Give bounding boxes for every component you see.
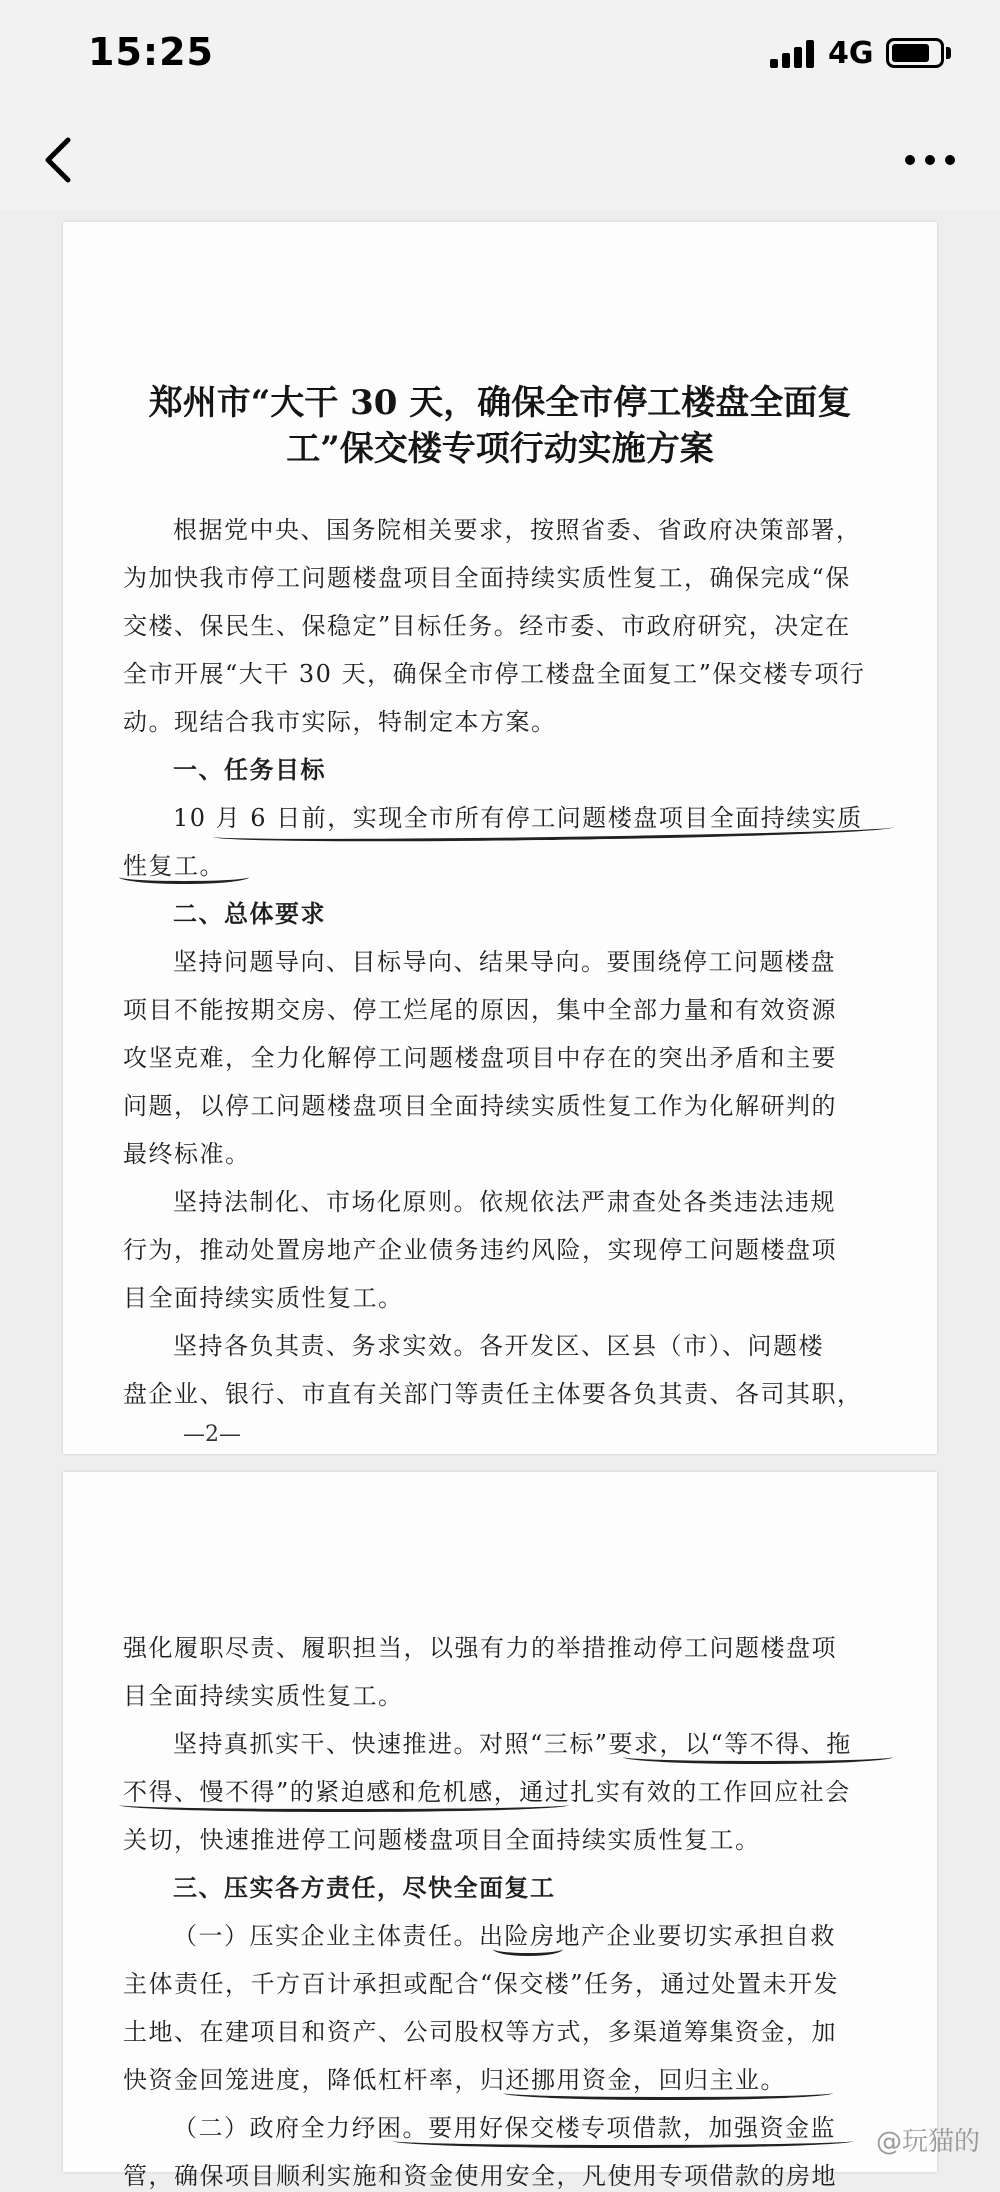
body-line: 10 月 6 日前，实现全市所有停工问题楼盘项目全面持续实质 bbox=[173, 804, 863, 832]
body-line: （二）政府全力纾困。要用好保交楼专项借款，加强资金监 bbox=[173, 2114, 836, 2142]
body-line: （一）压实企业主体责任。出险房地产企业要切实承担自救 bbox=[173, 1922, 836, 1950]
network-type: 4G bbox=[828, 36, 874, 71]
body-line: 坚持法制化、市场化原则。依规依法严肃查处各类违法违规 bbox=[173, 1188, 836, 1216]
battery-level bbox=[892, 44, 929, 62]
body-line: 最终标准。 bbox=[123, 1140, 251, 1168]
document-page-1 bbox=[63, 222, 937, 1454]
intro-line: 全市开展“大干 30 天，确保全市停工楼盘全面复工”保交楼专项行 bbox=[123, 660, 866, 688]
body-line: 管，确保项目顺利实施和资金使用安全，凡使用专项借款的房地 bbox=[123, 2162, 837, 2190]
body-line: 盘企业、银行、市直有关部门等责任主体要各负其责、各司其职， bbox=[123, 1380, 863, 1408]
more-horizontal-icon bbox=[900, 140, 960, 180]
body-line: 性复工。 bbox=[123, 852, 225, 880]
section-heading: 三、压实各方责任，尽快全面复工 bbox=[173, 1873, 556, 1902]
body-line: 攻坚克难，全力化解停工问题楼盘项目中存在的突出矛盾和主要 bbox=[123, 1044, 837, 1072]
body-line: 不得、慢不得”的紧迫感和危机感，通过扎实有效的工作回应社会 bbox=[123, 1778, 851, 1806]
intro-line: 动。现结合我市实际，特制定本方案。 bbox=[123, 708, 557, 736]
battery-tip bbox=[946, 47, 951, 59]
body-line: 快资金回笼进度，降低杠杆率，归还挪用资金，回归主业。 bbox=[123, 2066, 786, 2094]
intro-line: 根据党中央、国务院相关要求，按照省委、省政府决策部署， bbox=[173, 516, 862, 544]
status-time: 15:25 bbox=[88, 30, 214, 74]
intro-line: 为加快我市停工问题楼盘项目全面持续实质性复工，确保完成“保 bbox=[123, 564, 851, 592]
body-line: 行为，推动处置房地产企业债务违约风险，实现停工问题楼盘项 bbox=[123, 1236, 837, 1264]
more-button[interactable] bbox=[900, 140, 960, 180]
document-title-line-2: 工”保交楼专项行动实施方案 bbox=[286, 429, 714, 469]
body-line: 主体责任，千方百计承担或配合“保交楼”任务，通过处置未开发 bbox=[123, 1970, 840, 1998]
document-page-2 bbox=[63, 1472, 937, 2190]
back-button[interactable] bbox=[34, 132, 88, 188]
body-line: 目全面持续实质性复工。 bbox=[123, 1682, 404, 1710]
section-heading: 二、总体要求 bbox=[173, 899, 326, 928]
body-line: 土地、在建项目和资产、公司股权等方式，多渠道筹集资金，加 bbox=[123, 2018, 837, 2046]
body-line: 目全面持续实质性复工。 bbox=[123, 1284, 404, 1312]
body-line: 关切，快速推进停工问题楼盘项目全面持续实质性复工。 bbox=[123, 1826, 761, 1854]
watermark: @玩猫的 bbox=[875, 2127, 980, 2157]
page-number: —2— bbox=[183, 1422, 241, 1447]
body-line: 坚持各负其责、务求实效。各开发区、区县（市）、问题楼 bbox=[173, 1332, 824, 1360]
status-bar bbox=[0, 0, 1000, 110]
section-heading: 一、任务目标 bbox=[173, 755, 326, 784]
body-line: 项目不能按期交房、停工烂尾的原因，集中全部力量和有效资源 bbox=[123, 996, 837, 1024]
body-line: 坚持问题导向、目标导向、结果导向。要围绕停工问题楼盘 bbox=[173, 948, 836, 976]
battery-icon bbox=[886, 38, 944, 68]
intro-line: 交楼、保民生、保稳定”目标任务。经市委、市政府研究，决定在 bbox=[123, 612, 851, 640]
cellular-signal-icon bbox=[770, 40, 814, 68]
body-line: 坚持真抓实干、快速推进。对照“三标”要求，以“等不得、拖 bbox=[173, 1730, 852, 1758]
body-line: 问题，以停工问题楼盘项目全面持续实质性复工作为化解研判的 bbox=[123, 1092, 837, 1120]
document-title-line-1: 郑州市“大干 30 天，确保全市停工楼盘全面复 bbox=[148, 383, 852, 423]
body-line: 强化履职尽责、履职担当，以强有力的举措推动停工问题楼盘项 bbox=[123, 1634, 837, 1662]
nav-bar bbox=[0, 110, 1000, 210]
chevron-left-icon bbox=[34, 132, 88, 188]
